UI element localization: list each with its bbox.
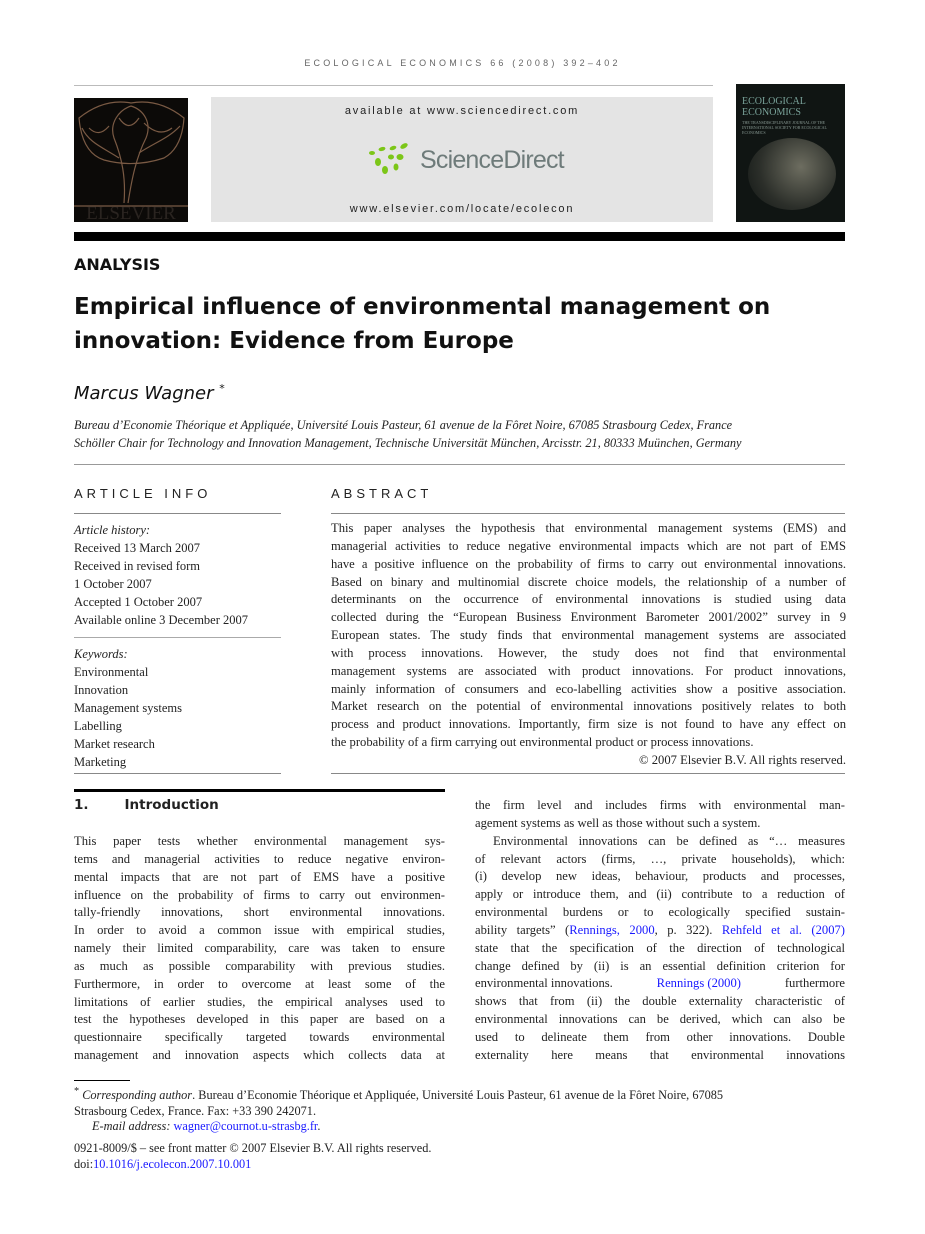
body-line: environmental innovations can be derived, which can also be: [475, 1012, 845, 1027]
body-line: Furthermore, in order to overcome at least some of the: [74, 976, 445, 991]
body-line: questionnaire specifically targeted towards environmental: [74, 1030, 445, 1045]
cover-subtitle: THE TRANSDISCIPLINARY JOURNAL OF THE INTERNATIONAL SOCIETY FOR ECOLOGICAL ECONOMICS: [742, 120, 827, 135]
divider: [74, 773, 281, 774]
abstract-line: management systems are associated with product innovations. For product innovations,: [331, 663, 846, 678]
abstract-line: have a positive influence on the probability of firms to carry out environmental innovations.: [331, 556, 846, 571]
divider: [74, 464, 845, 465]
sciencedirect-logo[interactable]: [366, 143, 564, 177]
journal-url[interactable]: www.elsevier.com/locate/ecolecon: [349, 203, 575, 215]
body-line: as much as possible comparability with previous studies.: [74, 958, 445, 973]
body-line: (i) develop new ideas, behaviour, products and processes,: [475, 869, 845, 884]
body-line: [475, 975, 845, 993]
intro-left-column: [74, 833, 445, 1065]
footnote: [74, 1084, 845, 1135]
affiliation: Schöller Chair for Technology and Innovation Management, Technische Universität München, Arcisstr. 21, 80333 Muünchen, Germany: [74, 435, 742, 450]
article-type: ANALYSIS: [74, 255, 161, 274]
doi-link[interactable]: 10.1016/j.ecolecon.2007.10.001: [93, 1156, 252, 1171]
sciencedirect-wordmark: ScienceDirect: [420, 145, 564, 174]
affiliations: [74, 417, 845, 452]
article-info-heading: ARTICLE INFO: [74, 486, 212, 501]
title-line: innovation: Evidence from Europe: [74, 328, 514, 354]
keyword: Marketing: [74, 755, 127, 769]
article-title: [74, 290, 845, 358]
abstract-line: determinants on the occurrence of environmental innovations is studied using data: [331, 592, 846, 607]
title-line: Empirical influence of environmental management on: [74, 294, 771, 320]
body-line: This paper tests whether environmental management sys-: [74, 834, 445, 848]
abstract-heading: ABSTRACT: [331, 486, 433, 501]
history-item: Accepted 1 October 2007: [74, 595, 203, 609]
body-line: shows that from (ii) the double externality characteristic of: [475, 994, 845, 1009]
text: ability targets” (: [475, 922, 570, 937]
section-rule: [74, 789, 445, 792]
footnote-label: Corresponding author: [82, 1088, 193, 1103]
sciencedirect-dots-icon: [366, 143, 414, 177]
abstract-line: the probability of a firm carrying out environmental product or process innovations.: [331, 735, 754, 750]
body-line: tally-friendly innovations, short environmental innovations.: [74, 905, 445, 920]
intro-right-column: [475, 797, 845, 1065]
body-line: used to delineate them from other innovations. Double: [475, 1029, 845, 1044]
body-line: namely their limited comparability, care was taken to ensure: [74, 941, 445, 956]
abstract-line: collected during the “European Business Environment Barometer 2001/2002” survey in 9: [331, 610, 846, 625]
email-link[interactable]: wagner@cournot.u-strasbg.fr: [173, 1119, 318, 1134]
text: , p. 322).: [654, 922, 722, 937]
citation-link[interactable]: Rennings (2000): [656, 976, 741, 991]
email-label: E-mail address:: [92, 1119, 171, 1134]
divider: [331, 773, 845, 774]
text: environmental innovations.: [475, 976, 613, 991]
body-line: apply or introduce them, and (ii) contribute to a reduction of: [475, 887, 845, 902]
abstract-line: This paper analyses the hypothesis that environmental management systems (EMS) and: [331, 521, 846, 535]
body-line: In order to avoid a common issue with empirical studies,: [74, 923, 445, 938]
header-divider: [74, 85, 713, 86]
keyword: Environmental: [74, 665, 149, 679]
history-item: Received in revised form: [74, 559, 200, 573]
body-line: environmental burdens or to ecologically specified sustain-: [475, 905, 845, 920]
abstract-line: managerial activities to reduce negative environmental impacts which are not part of EMS: [331, 538, 846, 553]
footnote-text: Strasbourg Cedex, France. Fax: +33 390 242071.: [74, 1103, 317, 1118]
keyword: Innovation: [74, 683, 129, 697]
footnote-mark: *: [74, 1086, 80, 1097]
footnote-rule: [74, 1080, 130, 1081]
body-line: [475, 922, 845, 940]
body-line: mental impacts that are not part of EMS have a positive: [74, 869, 445, 884]
doi-label: doi:: [74, 1156, 94, 1171]
abstract-line: European states. The study finds that environmental management systems are associated: [331, 628, 846, 643]
article-history: [74, 521, 281, 629]
cover-globe-image: [748, 138, 836, 210]
elsevier-logo: [74, 98, 188, 222]
keyword: Market research: [74, 737, 155, 751]
affiliation: Bureau d’Economie Théorique et Appliquée, Université Louis Pasteur, 61 avenue de la Fôret Noire, 67085 Strasbourg Cedex, France: [74, 418, 733, 432]
body-line: limitations of earlier studies, the empirical analyses used to: [74, 994, 445, 1009]
history-item: 1 October 2007: [74, 577, 152, 591]
body-line: management and innovation aspects which collects data at: [74, 1048, 445, 1063]
abstract-body: [331, 520, 846, 770]
footnote-text: . Bureau d’Economie Théorique et Appliquée, Université Louis Pasteur, 61 avenue de la Fôret Noire, 67085: [192, 1088, 724, 1103]
text: .: [317, 1119, 321, 1134]
keyword: Management systems: [74, 701, 182, 715]
citation-link[interactable]: Rehfeld et al. (2007): [721, 922, 845, 937]
abstract-line: with process innovations. However, the study does not find that environmental: [331, 645, 846, 660]
cover-title: ECOLOGICAL ECONOMICS: [742, 96, 806, 118]
journal-cover: [736, 84, 845, 222]
body-line: of relevant actors (firms, …, private households), which:: [475, 851, 845, 866]
body-line: Environmental innovations can be defined as “… measures: [493, 833, 845, 848]
front-matter-text: 0921-8009/$ – see front matter © 2007 Elsevier B.V. All rights reserved.: [74, 1141, 432, 1155]
keyword: Labelling: [74, 719, 122, 733]
abstract-copyright: © 2007 Elsevier B.V. All rights reserved.: [639, 752, 846, 767]
sciencedirect-banner: [211, 97, 713, 222]
body-line: the firm level and includes firms with environmental man-: [475, 798, 845, 812]
body-line: tems and managerial activities to reduce negative environ-: [74, 851, 445, 866]
body-line: change defined by (ii) is an essential definition criterion for: [475, 958, 845, 973]
divider: [331, 513, 845, 514]
author-footnote-mark[interactable]: *: [219, 382, 225, 395]
abstract-line: mainly information of consumers and eco-labelling activities show a positive association.: [331, 681, 846, 696]
abstract-line: Based on binary and multinomial discrete choice models, the relationship of a number of: [331, 574, 846, 589]
author: [74, 382, 225, 404]
keywords-label: Keywords:: [74, 647, 128, 661]
body-line: influence on the probability of firms to carry out environmen-: [74, 887, 445, 902]
body-line: test the hypotheses developed in this paper are based on a: [74, 1012, 445, 1027]
available-at-text: available at www.sciencedirect.com: [344, 105, 580, 117]
citation-link[interactable]: Rennings, 2000: [569, 922, 655, 937]
body-line: externality here means that environmental innovations: [475, 1047, 845, 1062]
abstract-line: process and product innovations. Importantly, firm size is not found to have any effect on: [331, 717, 846, 732]
abstract-line: Market research on the potential of environmental innovations positively relates to both: [331, 699, 846, 714]
text: furthermore: [784, 976, 845, 991]
header-bar: [74, 232, 845, 241]
body-line: agement systems as well as those without such a system.: [475, 815, 761, 830]
section-heading-introduction: [74, 797, 219, 813]
divider: [74, 637, 281, 638]
divider: [74, 513, 281, 514]
history-label: Article history:: [74, 523, 151, 537]
section-title: Introduction: [124, 797, 219, 813]
author-name: Marcus Wagner: [74, 383, 214, 404]
history-item: Received 13 March 2007: [74, 541, 201, 555]
body-line: state that the specification of the direction of technological: [475, 940, 845, 955]
history-item: Available online 3 December 2007: [74, 613, 249, 627]
section-number: 1.: [74, 797, 89, 813]
running-header: ECOLOGICAL ECONOMICS 66 (2008) 392–402: [304, 58, 621, 68]
elsevier-wordmark: ELSEVIER: [86, 203, 176, 222]
front-matter: [74, 1141, 431, 1172]
keywords: [74, 645, 281, 771]
